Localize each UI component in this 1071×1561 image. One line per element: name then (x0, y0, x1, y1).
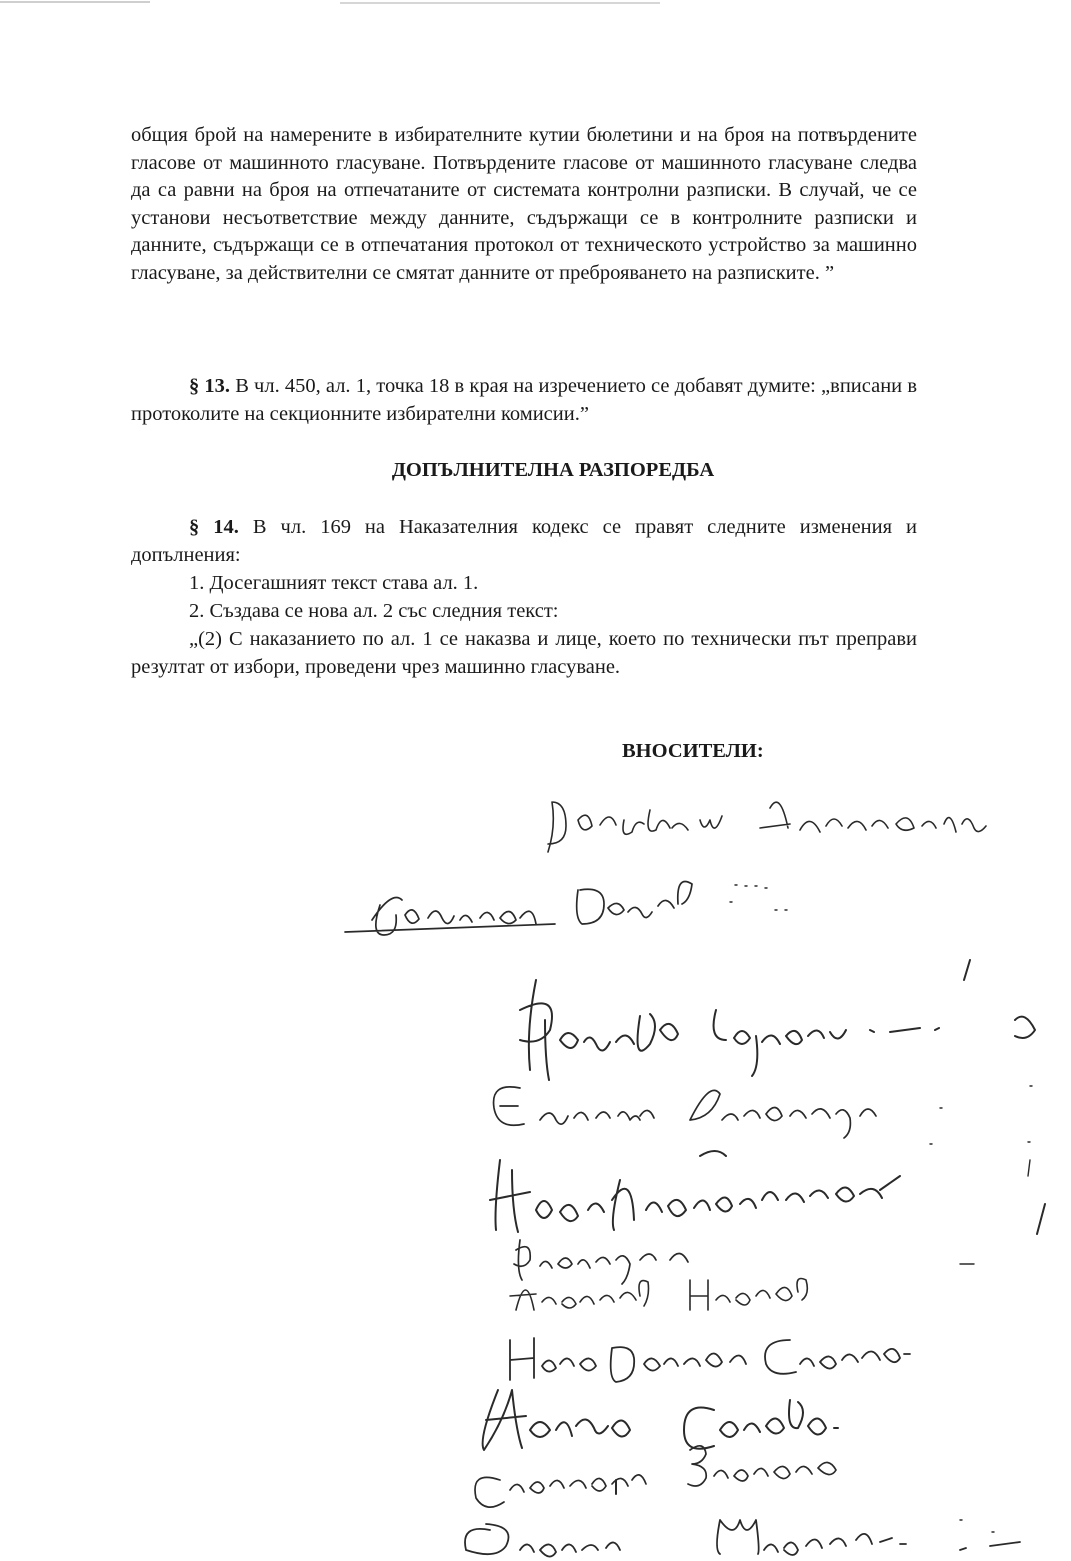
signature-4 (494, 1087, 876, 1138)
section-14-mark: § 14. (189, 516, 239, 538)
signature-1 (548, 802, 986, 852)
signature-11 (465, 1520, 1020, 1557)
section-14-item-2: 2. Създава се нова ал. 2 със следния текст: (189, 600, 559, 622)
authors-label: ВНОСИТЕЛИ: (622, 740, 764, 762)
signature-10 (475, 1446, 836, 1507)
section-13-mark: § 13. (189, 375, 231, 397)
scan-top-edge (0, 0, 1071, 6)
section-13-text: В чл. 450, ал. 1, точка 18 в края на изречението се добавят думите: „вписани в протоколите на секционните избирателни комисии.” (131, 375, 917, 425)
signature-7 (510, 1279, 807, 1311)
ink-marks (730, 885, 1032, 1532)
signature-2 (345, 882, 692, 936)
signatures-area (0, 780, 1071, 1561)
signature-8 (510, 1338, 910, 1382)
section-14-text: В чл. 169 на Наказателния кодекс се правят следните изменения и допълнения: (131, 516, 918, 566)
signature-6 (514, 1240, 688, 1284)
section-14-quote: „(2) С наказанието по ал. 1 се наказва и лице, което по технически път преправи резултат от избори, проведени чрез машинно гласуване. (131, 628, 917, 678)
signature-3 (520, 960, 1035, 1080)
section-14-paragraph (131, 514, 917, 569)
continuation-paragraph: общия брой на намерените в избирателните кутии бюлетини и на броя на потвърдените гласове от машинното гласуване. Потвърдените гласове от машинното гласуване следва да са равни на броя на отпечатаните от системата контролни разписки. В случай, че се установи несъответствие между данните, съдържащи се в контролните разписки и данните, съдържащи се в отпечатания протокол от техническото устройство за машинно гласуване, за действителни се смятат данните от преброяването на разписките. ” (131, 124, 917, 284)
section-13-paragraph (131, 373, 917, 428)
signature-5 (490, 1151, 1045, 1234)
section-14-item-1: 1. Досегашният текст става ал. 1. (189, 572, 479, 594)
additional-provision-heading: ДОПЪЛНИТЕЛНА РАЗПОРЕДБА (391, 459, 715, 481)
